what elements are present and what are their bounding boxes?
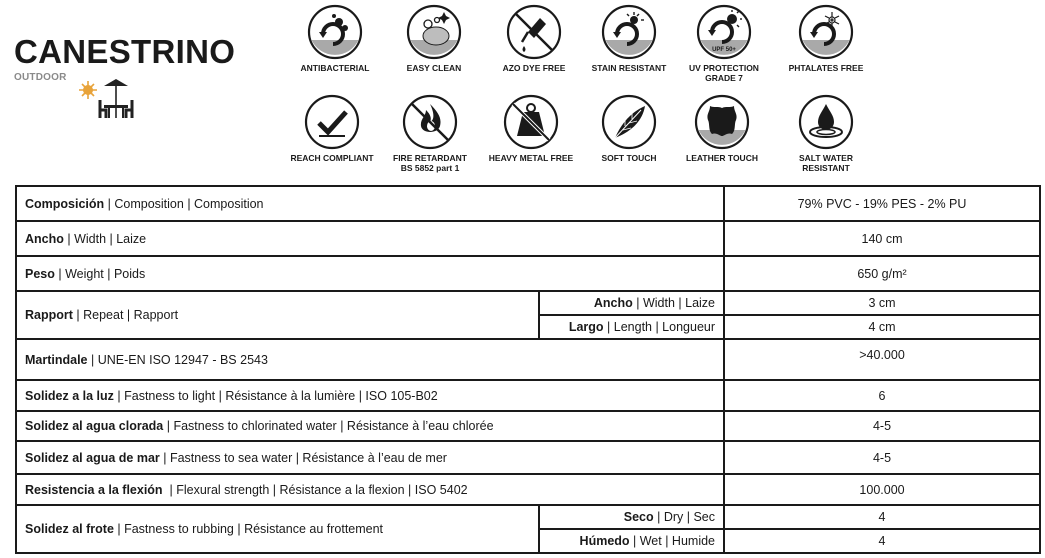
brand-title: CANESTRINO bbox=[14, 33, 236, 70]
spec-value: 79% PVC - 19% PES - 2% PU bbox=[724, 186, 1040, 221]
spec-table bbox=[15, 185, 1041, 554]
fire-retardant-label bbox=[375, 153, 485, 173]
table-row bbox=[16, 186, 1040, 221]
uv-protection-badge bbox=[669, 4, 779, 83]
uv-badge-text: UPF 50+ bbox=[712, 47, 736, 53]
antibacterial-icon bbox=[307, 4, 363, 60]
azo-dye-free-label: AZO DYE FREE bbox=[502, 63, 566, 73]
uv-protection-icon bbox=[696, 4, 752, 60]
table-row bbox=[16, 380, 1040, 411]
uv-protection-label-line2: GRADE 7 bbox=[705, 73, 743, 83]
spec-value: 650 g/m² bbox=[724, 256, 1040, 291]
stain-resistant-icon bbox=[601, 4, 657, 60]
spec-label: Composición | Composition | Composition bbox=[16, 186, 724, 221]
table-row bbox=[16, 474, 1040, 505]
spec-label: Solidez al frote | Fastness to rubbing | Résistance au frottement bbox=[16, 505, 539, 553]
spec-sublabel: Largo | Length | Longueur bbox=[539, 315, 724, 339]
spec-value: >40.000 bbox=[724, 339, 1040, 380]
soft-touch-label: SOFT TOUCH bbox=[601, 153, 657, 163]
brand-subtitle: OUTDOOR bbox=[14, 72, 67, 83]
spec-label: Solidez a la luz | Fastness to light | Résistance à la lumière | ISO 105-B02 bbox=[16, 380, 724, 411]
spec-label: Rapport | Repeat | Rapport bbox=[16, 291, 539, 339]
fire-retardant-badge bbox=[375, 94, 485, 173]
heavy-metal-free-label: HEAVY METAL FREE bbox=[488, 153, 574, 163]
leather-touch-badge bbox=[667, 94, 777, 163]
fire-retardant-label-line2: BS 5852 part 1 bbox=[400, 163, 460, 173]
azo-dye-free-badge bbox=[479, 4, 589, 73]
reach-compliant-icon bbox=[304, 94, 360, 150]
spec-value: 6 bbox=[724, 380, 1040, 411]
spec-label: Solidez al agua de mar | Fastness to sea water | Résistance à l’eau de mer bbox=[16, 441, 724, 474]
fire-retardant-label-line1: FIRE RETARDANT bbox=[393, 153, 467, 163]
leather-touch-icon bbox=[694, 94, 750, 150]
spec-value: 4 bbox=[724, 529, 1040, 553]
spec-value: 4 bbox=[724, 505, 1040, 529]
stain-resistant-label: STAIN RESISTANT bbox=[591, 63, 667, 73]
salt-water-resistant-badge bbox=[771, 94, 881, 173]
leather-touch-label: LEATHER TOUCH bbox=[686, 153, 758, 163]
fire-retardant-icon bbox=[402, 94, 458, 150]
spec-value: 100.000 bbox=[724, 474, 1040, 505]
salt-water-label-line2: RESISTANT bbox=[802, 163, 850, 173]
easy-clean-badge bbox=[379, 4, 489, 73]
easy-clean-label: EASY CLEAN bbox=[406, 63, 462, 73]
spec-value: 140 cm bbox=[724, 221, 1040, 256]
salt-water-resistant-icon bbox=[798, 94, 854, 150]
spec-value: 4 cm bbox=[724, 315, 1040, 339]
outdoor-furniture-icon bbox=[64, 44, 144, 124]
spec-sublabel: Seco | Dry | Sec bbox=[539, 505, 724, 529]
spec-sublabel: Húmedo | Wet | Humide bbox=[539, 529, 724, 553]
reach-compliant-badge bbox=[277, 94, 387, 163]
antibacterial-label: ANTIBACTERIAL bbox=[300, 63, 370, 73]
phtalates-free-badge bbox=[771, 4, 881, 73]
phtalates-free-icon bbox=[798, 4, 854, 60]
antibacterial-badge bbox=[280, 4, 390, 73]
heavy-metal-free-icon bbox=[503, 94, 559, 150]
table-row bbox=[16, 441, 1040, 474]
table-row bbox=[16, 339, 1040, 380]
spec-label: Peso | Weight | Poids bbox=[16, 256, 724, 291]
easy-clean-icon bbox=[406, 4, 462, 60]
table-row bbox=[16, 505, 1040, 529]
reach-compliant-label: REACH COMPLIANT bbox=[290, 153, 374, 163]
spec-label: Martindale | UNE-EN ISO 12947 - BS 2543 bbox=[16, 339, 724, 380]
salt-water-resistant-label bbox=[771, 153, 881, 173]
azo-dye-free-icon bbox=[506, 4, 562, 60]
stain-resistant-badge bbox=[574, 4, 684, 73]
table-row bbox=[16, 256, 1040, 291]
phtalates-free-label: PHTALATES FREE bbox=[788, 63, 864, 73]
uv-protection-label-line1: UV PROTECTION bbox=[689, 63, 759, 73]
spec-label: Ancho | Width | Laize bbox=[16, 221, 724, 256]
spec-label: Resistencia a la flexión | Flexural strength | Résistance a la flexion | ISO 5402 bbox=[16, 474, 724, 505]
spec-label: Solidez al agua clorada | Fastness to chlorinated water | Résistance à l’eau chlorée bbox=[16, 411, 724, 441]
heavy-metal-free-badge bbox=[476, 94, 586, 163]
spec-sublabel: Ancho | Width | Laize bbox=[539, 291, 724, 315]
table-row bbox=[16, 221, 1040, 256]
table-row bbox=[16, 411, 1040, 441]
spec-value: 4-5 bbox=[724, 411, 1040, 441]
soft-touch-icon bbox=[601, 94, 657, 150]
uv-protection-label bbox=[669, 63, 779, 83]
spec-value: 3 cm bbox=[724, 291, 1040, 315]
salt-water-label-line1: SALT WATER bbox=[799, 153, 853, 163]
table-row bbox=[16, 291, 1040, 315]
spec-value: 4-5 bbox=[724, 441, 1040, 474]
